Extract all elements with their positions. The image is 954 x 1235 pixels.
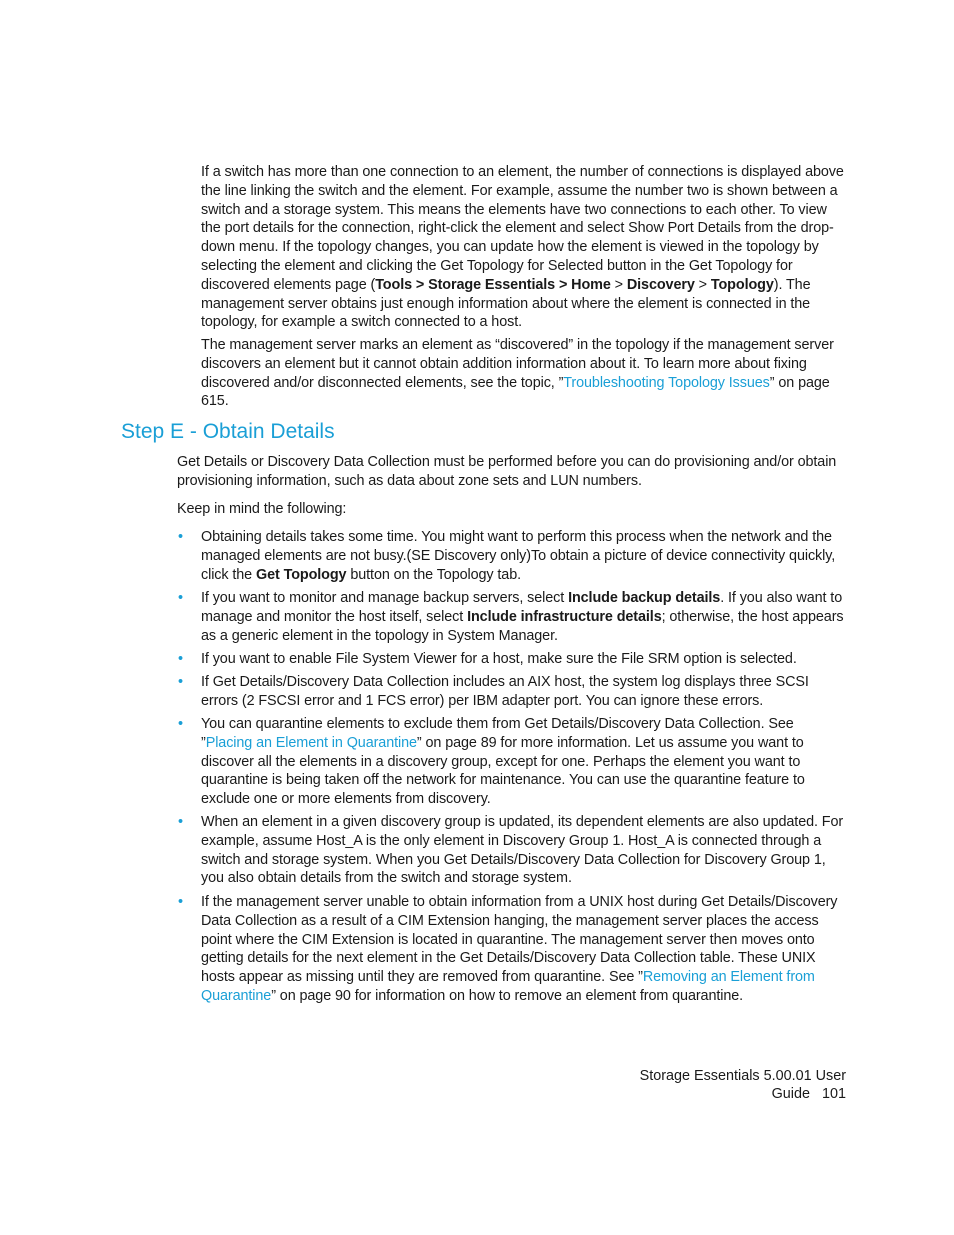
bullet-icon: • <box>178 590 184 606</box>
bullet-icon: • <box>178 716 184 732</box>
bullet-icon: • <box>178 814 184 830</box>
section-heading: Step E - Obtain Details <box>121 420 335 443</box>
paragraph-connections <box>201 163 846 332</box>
path-separator: > <box>694 276 711 293</box>
text-fragment: ” on page 90 for information on how to remove an element from quarantine. <box>271 987 744 1004</box>
path-separator: > <box>610 276 627 293</box>
text-fragment: button on the Topology tab. <box>346 566 522 583</box>
paragraph-text: The management server marks an element as “discovered” in the topology if the management server discovers an element but it cannot obtain addition information about it. To learn more about fixing discovered and/or disconnected elements, see the topic, ” <box>201 337 834 391</box>
footer-guide-title: Storage Essentials 5.00.01 User Guide <box>639 1068 846 1102</box>
text-fragment: ; otherwise, the host appears as a generic element in the topology in System Manager. <box>201 608 844 644</box>
list-item-text: When an element in a given discovery group is updated, its dependent elements are also updated. For example, assume Host_A is the only element in Discovery Group 1. Host_A is connected through a switch and storage system. When you Get Details/Discovery Data Collection for Discovery Group 1, you also obtain details from the switch and storage system. <box>201 814 844 887</box>
menu-path-topology: Topology <box>710 276 774 293</box>
text-fragment: If you want to monitor and manage backup servers, select <box>201 590 569 606</box>
menu-path-discovery: Discovery <box>626 276 695 293</box>
list-item-text <box>201 528 846 584</box>
list-item-text: If you want to enable File System Viewer for a host, make sure the File SRM option is selected. <box>201 651 797 667</box>
bullet-icon: • <box>178 674 184 690</box>
list-item-text <box>201 589 846 645</box>
ui-term-include-infrastructure-details: Include infrastructure details <box>467 608 662 625</box>
text-fragment: Obtaining details takes some time. You might want to perform this process when the network and the managed elements are not busy.(SE Discovery only)To obtain a picture of device connectivity quickly, click the <box>201 529 836 583</box>
page-footer <box>566 1067 846 1103</box>
section-intro: Get Details or Discovery Data Collection must be performed before you can do provisioning and/or obtain provisioning information, such as data about zone sets and LUN numbers. <box>177 454 837 489</box>
bullet-icon: • <box>178 529 184 545</box>
paragraph-discovered <box>201 336 846 411</box>
link-placing-element-in-quarantine[interactable]: Placing an Element in Quarantine <box>205 734 417 751</box>
text-fragment: You can quarantine elements to exclude them from Get Details/Discovery Data Collection. See ” <box>201 716 794 751</box>
menu-path-tools-home: Tools > Storage Essentials > Home <box>375 276 611 293</box>
link-troubleshooting-topology-issues[interactable]: Troubleshooting Topology Issues <box>563 374 770 391</box>
keep-in-mind-label: Keep in mind the following: <box>177 501 347 517</box>
list-item-text <box>201 893 846 1006</box>
paragraph-text: ). The management server obtains just enough information about where the element is connected in the topology, for example a switch connected to a host. <box>201 276 811 331</box>
text-fragment: If the management server unable to obtain information from a UNIX host during Get Details/Discovery Data Collection as a result of a CIM Extension hanging, the management server places the access point where the CIM Extension is located in quarantine. The management server then moves onto getting details for the next element in the Get Details/Discovery Data Collection table. These UNIX hosts appear as missing until they are removed from quarantine. See ” <box>201 894 838 986</box>
paragraph-text: If a switch has more than one connection to an element, the number of connections is displayed above the line linking the switch and the element. For example, assume the number two is shown between a switch and a storage system. This means the elements have two connections to each other. To view the port details for the connection, right-click the element and select Show Port Details from the drop-down menu. If the topology changes, you can update how the element is viewed in the topology by selecting the element and clicking the Get Topology for Selected button in the Get Topology for discovered elements page ( <box>201 164 844 293</box>
bullet-icon: • <box>178 651 184 667</box>
text-fragment: . If you also want to manage and monitor the host itself, select <box>201 590 843 625</box>
list-item-text <box>201 715 846 809</box>
link-removing-element-from-quarantine[interactable]: Removing an Element from Quarantine <box>201 969 815 1004</box>
text-fragment: ” on page 89 for more information. Let us assume you want to discover all the elements in a discovery group, except for one. Perhaps the element you want to quarantine is being taken off the network for maintenance. You can use the quarantine feature to exclude one or more elements from discovery. <box>201 734 805 808</box>
ui-term-include-backup-details: Include backup details <box>568 590 721 606</box>
list-item-text: If Get Details/Discovery Data Collection includes an AIX host, the system log displays three SCSI errors (2 FSCSI error and 1 FCS error) per IBM adapter port. You can ignore these errors. <box>201 674 809 709</box>
paragraph-text: ” on page 615. <box>201 374 830 410</box>
page-number: 101 <box>821 1086 846 1102</box>
bullet-icon: • <box>178 894 184 910</box>
ui-term-get-topology: Get Topology <box>255 566 347 583</box>
